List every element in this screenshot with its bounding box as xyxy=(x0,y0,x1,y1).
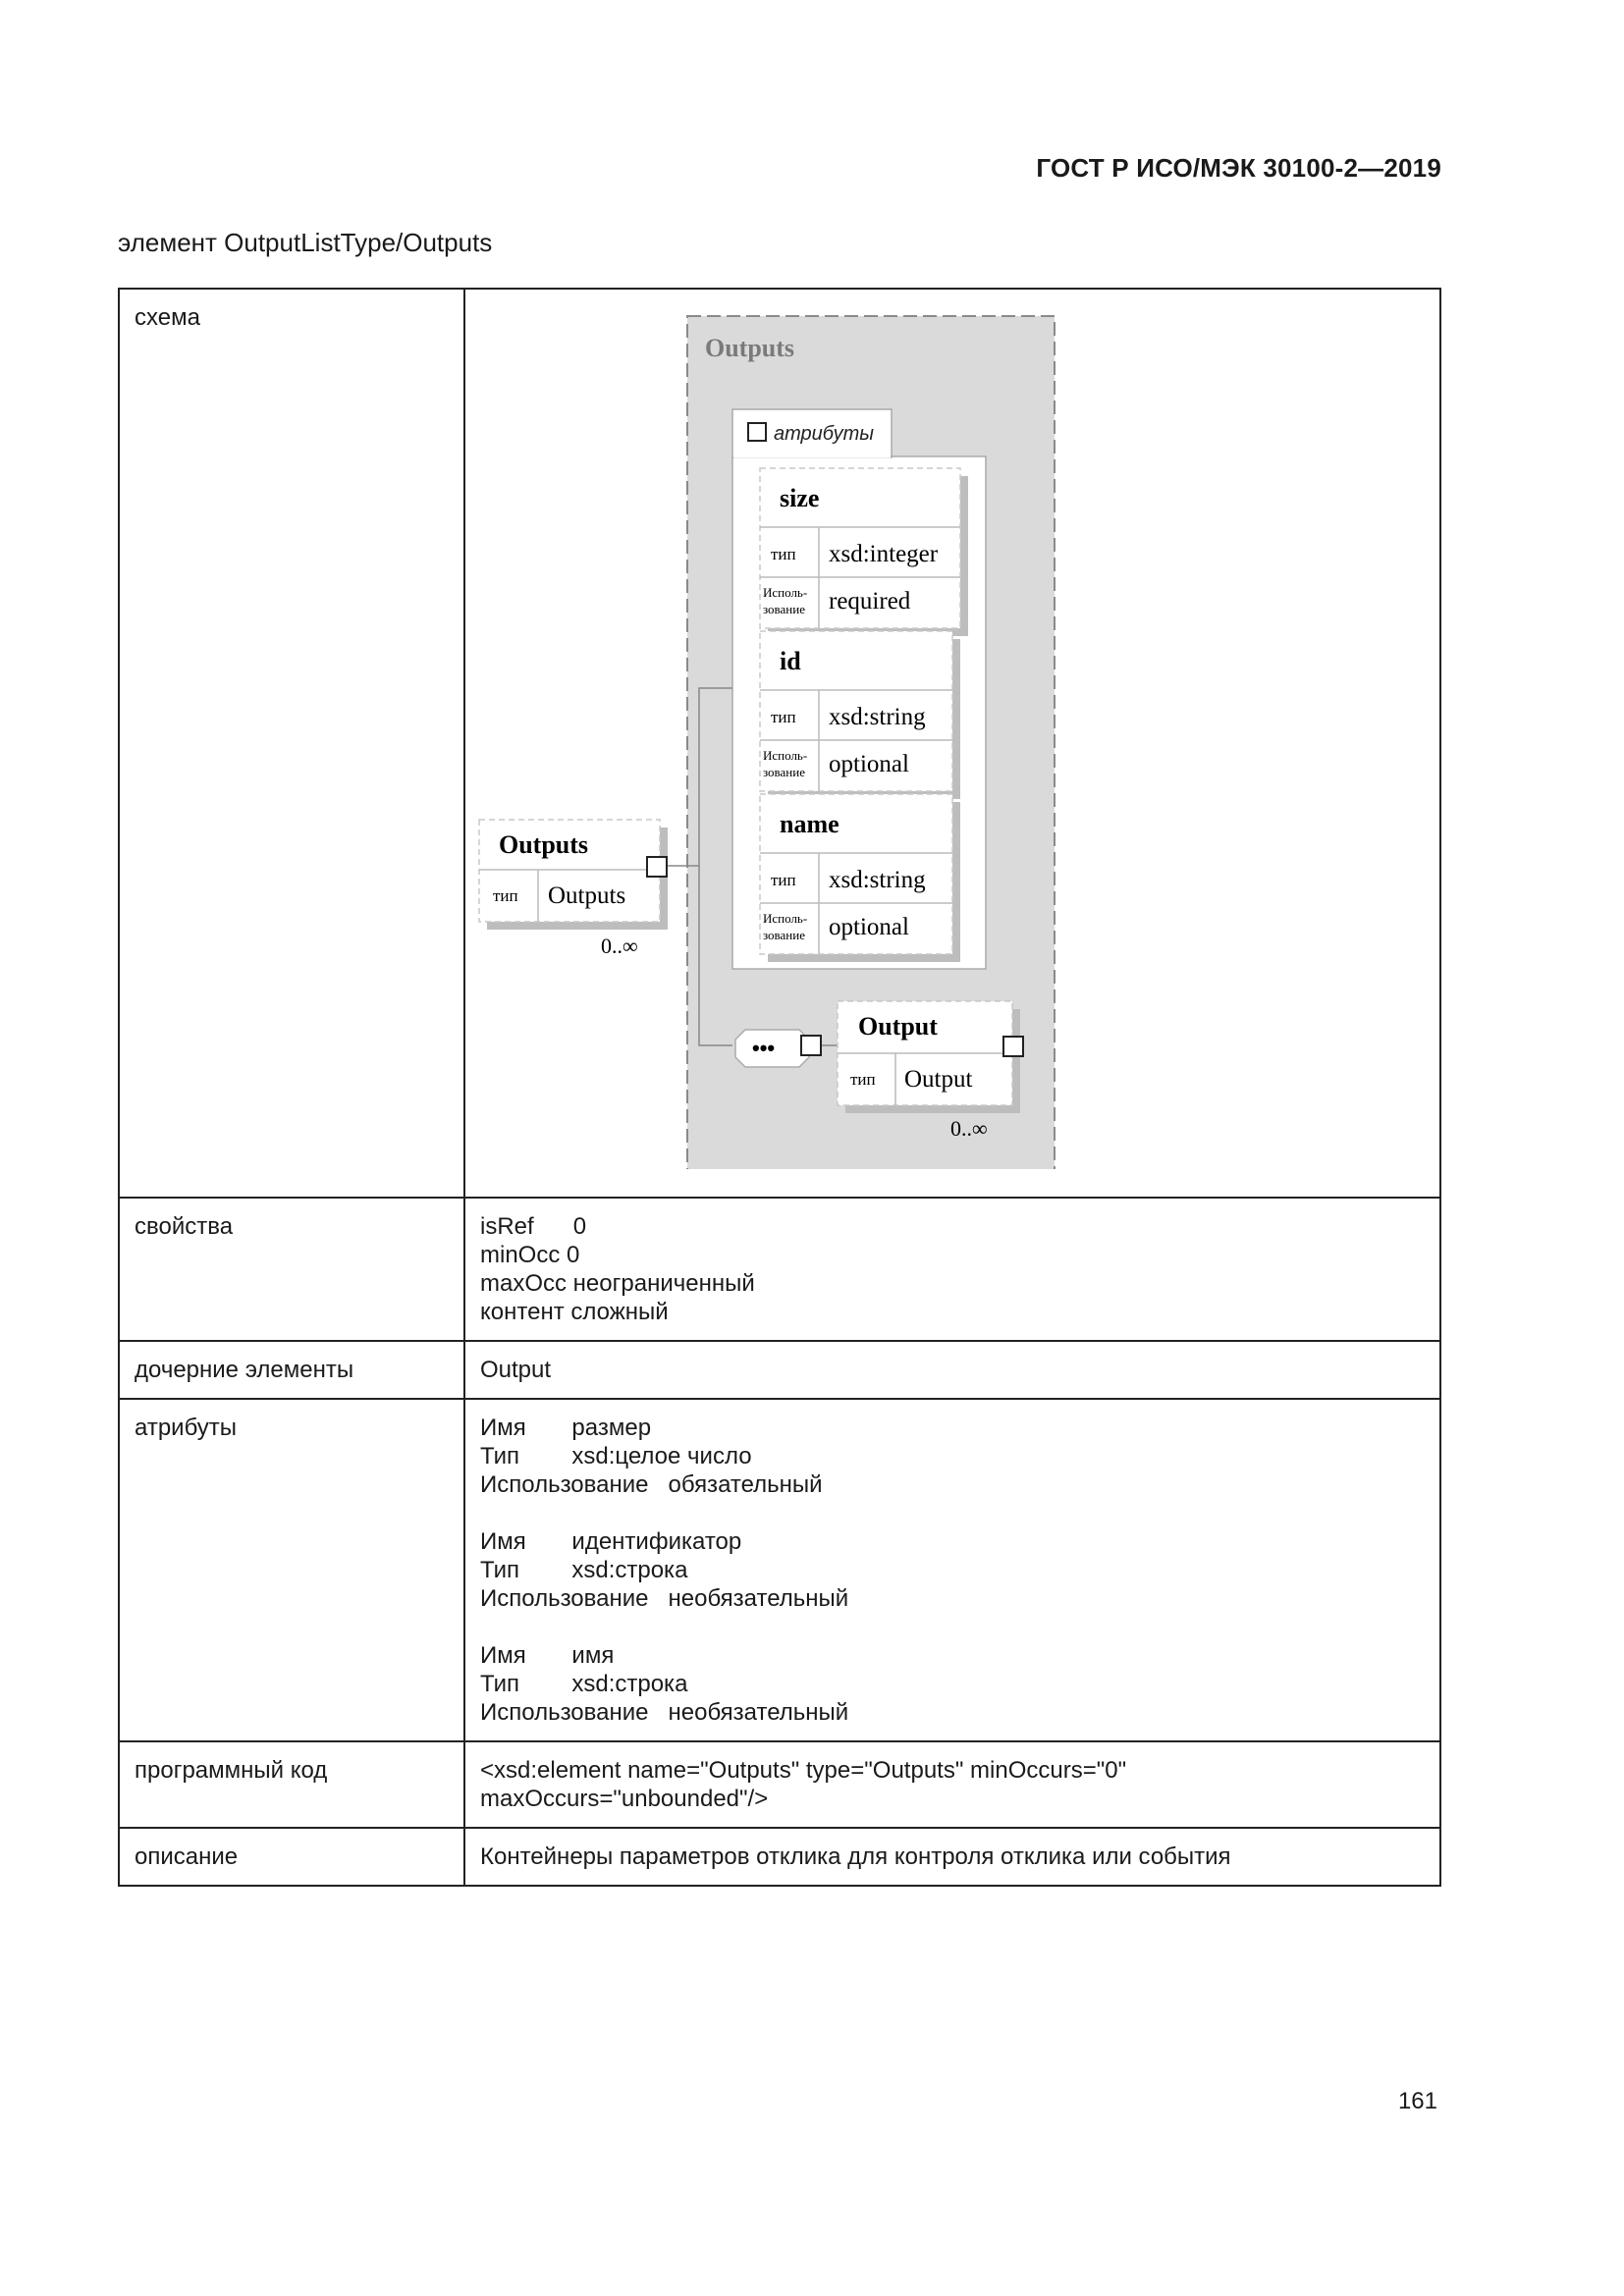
page-number: 161 xyxy=(1397,2088,1437,2114)
svg-text:id: id xyxy=(780,647,801,675)
element-caption: элемент OutputListType/Outputs xyxy=(118,228,493,257)
code-value: <xsd:element name="Outputs" type="Outputs" minOccurs="0" maxOccurs="unbounded"/> xyxy=(464,1741,1440,1828)
svg-text:xsd:string: xsd:string xyxy=(829,867,926,893)
attribute-size xyxy=(760,468,968,636)
svg-text:xsd:string: xsd:string xyxy=(829,704,926,730)
svg-text:optional: optional xyxy=(829,914,909,940)
svg-text:тип: тип xyxy=(771,545,796,563)
schema-cell xyxy=(464,289,1440,1198)
svg-text:тип: тип xyxy=(850,1070,876,1089)
standard-header: ГОСТ Р ИСО/МЭК 30100-2—2019 xyxy=(1036,153,1441,183)
root-element-outputs xyxy=(479,820,668,958)
properties-value: isRef 0 minOcc 0 maxOcc неограниченный контент сложный xyxy=(464,1198,1440,1341)
table-row-code xyxy=(119,1741,1440,1828)
attribute-id xyxy=(760,631,960,799)
children-label: дочерние элементы xyxy=(119,1341,464,1399)
svg-text:Исполь-: Исполь- xyxy=(763,585,808,600)
svg-text:xsd:integer: xsd:integer xyxy=(829,541,939,567)
element-spec-table xyxy=(118,288,1441,1887)
svg-text:required: required xyxy=(829,588,911,614)
svg-text:Output: Output xyxy=(858,1012,938,1041)
properties-label: свойства xyxy=(119,1198,464,1341)
schema-diagram xyxy=(465,290,1447,1169)
sequence-dots-icon: ••• xyxy=(752,1036,776,1060)
table-row-description xyxy=(119,1828,1440,1886)
attributes-tab-label: атрибуты xyxy=(774,423,874,445)
svg-text:Outputs: Outputs xyxy=(548,882,626,909)
table-row-properties xyxy=(119,1198,1440,1341)
table-row-schema xyxy=(119,289,1440,1198)
description-value: Контейнеры параметров отклика для контроля отклика или события xyxy=(464,1828,1440,1886)
svg-text:зование: зование xyxy=(763,765,805,779)
schema-label: схема xyxy=(119,289,464,1198)
svg-text:name: name xyxy=(780,810,839,838)
svg-text:тип: тип xyxy=(771,871,796,889)
expand-icon xyxy=(647,857,667,877)
svg-text:0..∞: 0..∞ xyxy=(601,934,638,958)
svg-text:Outputs: Outputs xyxy=(499,830,589,859)
table-row-children xyxy=(119,1341,1440,1399)
svg-text:Исполь-: Исполь- xyxy=(763,748,808,763)
svg-text:тип: тип xyxy=(771,708,796,726)
svg-text:зование: зование xyxy=(763,602,805,616)
expand-icon xyxy=(801,1036,821,1055)
table-row-attributes xyxy=(119,1399,1440,1741)
children-value: Output xyxy=(464,1341,1440,1399)
svg-text:тип: тип xyxy=(493,886,518,905)
attribute-name xyxy=(760,794,960,962)
svg-text:Исполь-: Исполь- xyxy=(763,911,808,926)
svg-text:зование: зование xyxy=(763,928,805,942)
attributes-value: Имя размер Тип xsd:целое число Использование обязательный Имя идентификатор Тип xsd:строка Использование необязательный Имя имя Тип xsd:строка Использование необязательный xyxy=(464,1399,1440,1741)
description-label: описание xyxy=(119,1828,464,1886)
group-title: Outputs xyxy=(705,334,795,362)
svg-text:0..∞: 0..∞ xyxy=(950,1116,988,1141)
svg-text:size: size xyxy=(780,484,820,512)
expand-icon xyxy=(1003,1037,1023,1056)
svg-text:optional: optional xyxy=(829,751,909,777)
code-label: программный код xyxy=(119,1741,464,1828)
attributes-label: атрибуты xyxy=(119,1399,464,1741)
attributes-checkbox-icon xyxy=(748,423,766,441)
svg-text:Output: Output xyxy=(904,1066,973,1093)
